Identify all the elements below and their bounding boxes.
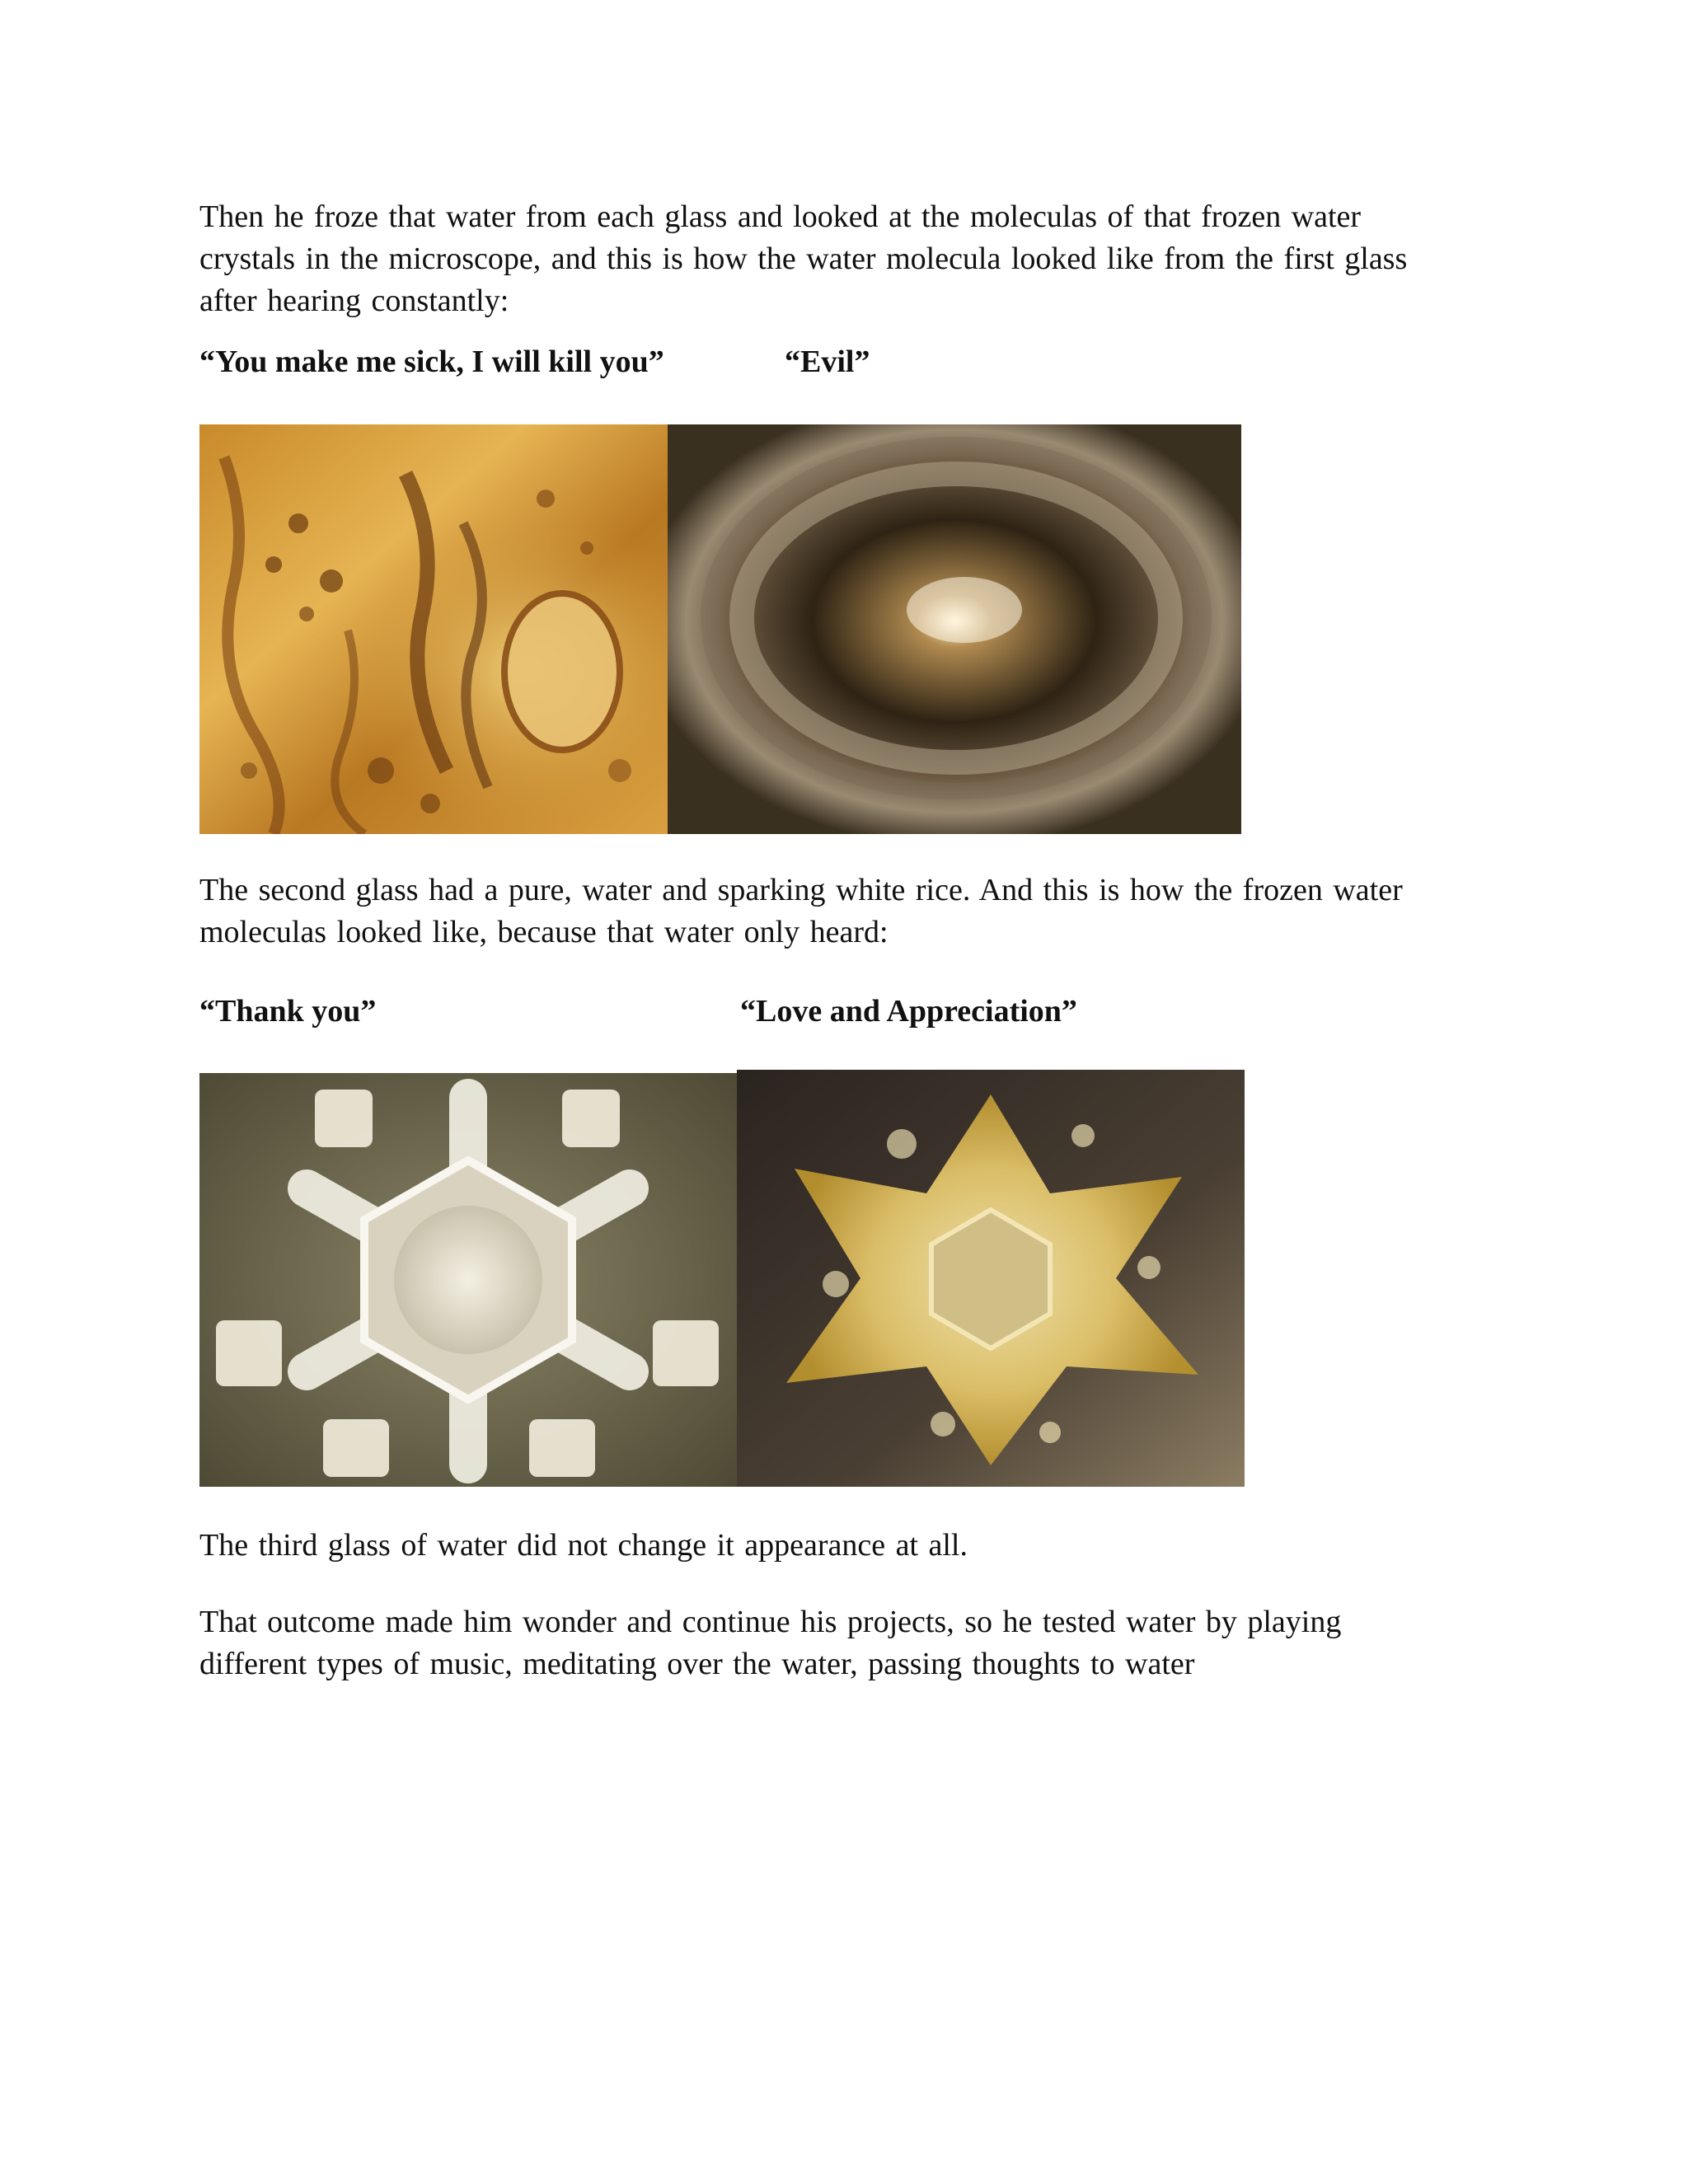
second-glass-paragraph [199,869,1403,954]
crystal-photo-thank-you [199,1073,737,1487]
crystal-photo-evil [668,424,1241,834]
caption-sick: “You make me sick, I will kill you” [199,344,664,379]
second-line-2: moleculas looked like, because that water only heard: [199,915,889,949]
crystal-photo-love [737,1070,1245,1487]
caption-love: “Love and Appreciation” [740,994,1077,1029]
second-line-1: The second glass had a pure, water and sparking white rice. And this is how the frozen water [199,873,1403,907]
third-line: The third glass of water did not change it appearance at all. [199,1528,968,1563]
caption-evil: “Evil” [785,344,870,379]
intro-paragraph [199,196,1407,322]
caption-thank-you: “Thank you” [199,994,377,1029]
outcome-line-2: different types of music, meditating over the water, passing thoughts to water [199,1647,1195,1681]
intro-line-1: Then he froze that water from each glass and looked at the moleculas of that frozen water [199,199,1362,234]
third-glass-paragraph [199,1525,968,1567]
intro-line-2: crystals in the microscope, and this is how the water molecula looked like from the first glass [199,241,1408,276]
crystal-photo-sick [199,424,668,834]
outcome-line-1: That outcome made him wonder and continue his projects, so he tested water by playing [199,1605,1342,1639]
outcome-paragraph [199,1601,1341,1685]
intro-line-3: after hearing constantly: [199,284,509,318]
